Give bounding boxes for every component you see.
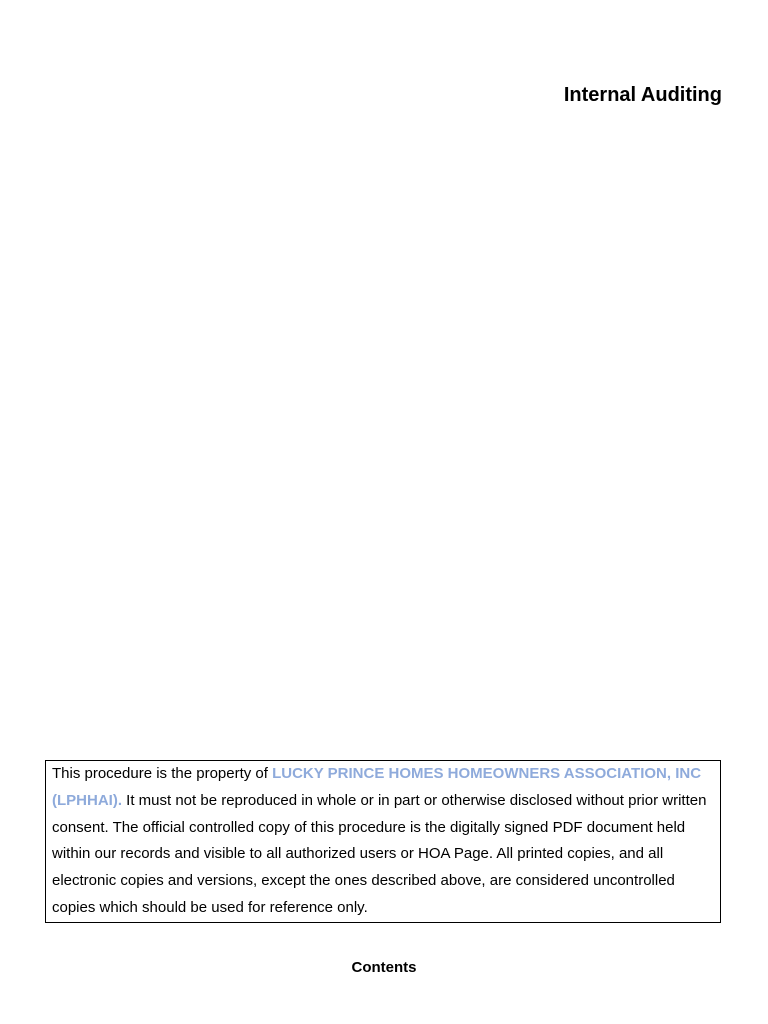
property-notice-text: [52, 761, 714, 922]
contents-heading: Contents: [351, 959, 417, 976]
notice-body: It must not be reproduced in whole or in part or otherwise disclosed without prior written consent. The official controlled copy of this procedure is the digitally signed PDF document held within our records and visible to all authorized users or HOA Page. All printed copies, and all electronic copies and versions, except the ones described above, are considered uncontrolled copies which should be used for reference only.: [52, 791, 707, 916]
organization-name: LUCKY PRINCE HOMES HOMEOWNERS ASSOCIATION, INC (LPHHAI).: [52, 765, 702, 809]
document-title: Internal Auditing: [563, 84, 722, 106]
notice-prefix: This procedure is the property of: [52, 765, 273, 782]
property-notice-box: [45, 760, 721, 923]
